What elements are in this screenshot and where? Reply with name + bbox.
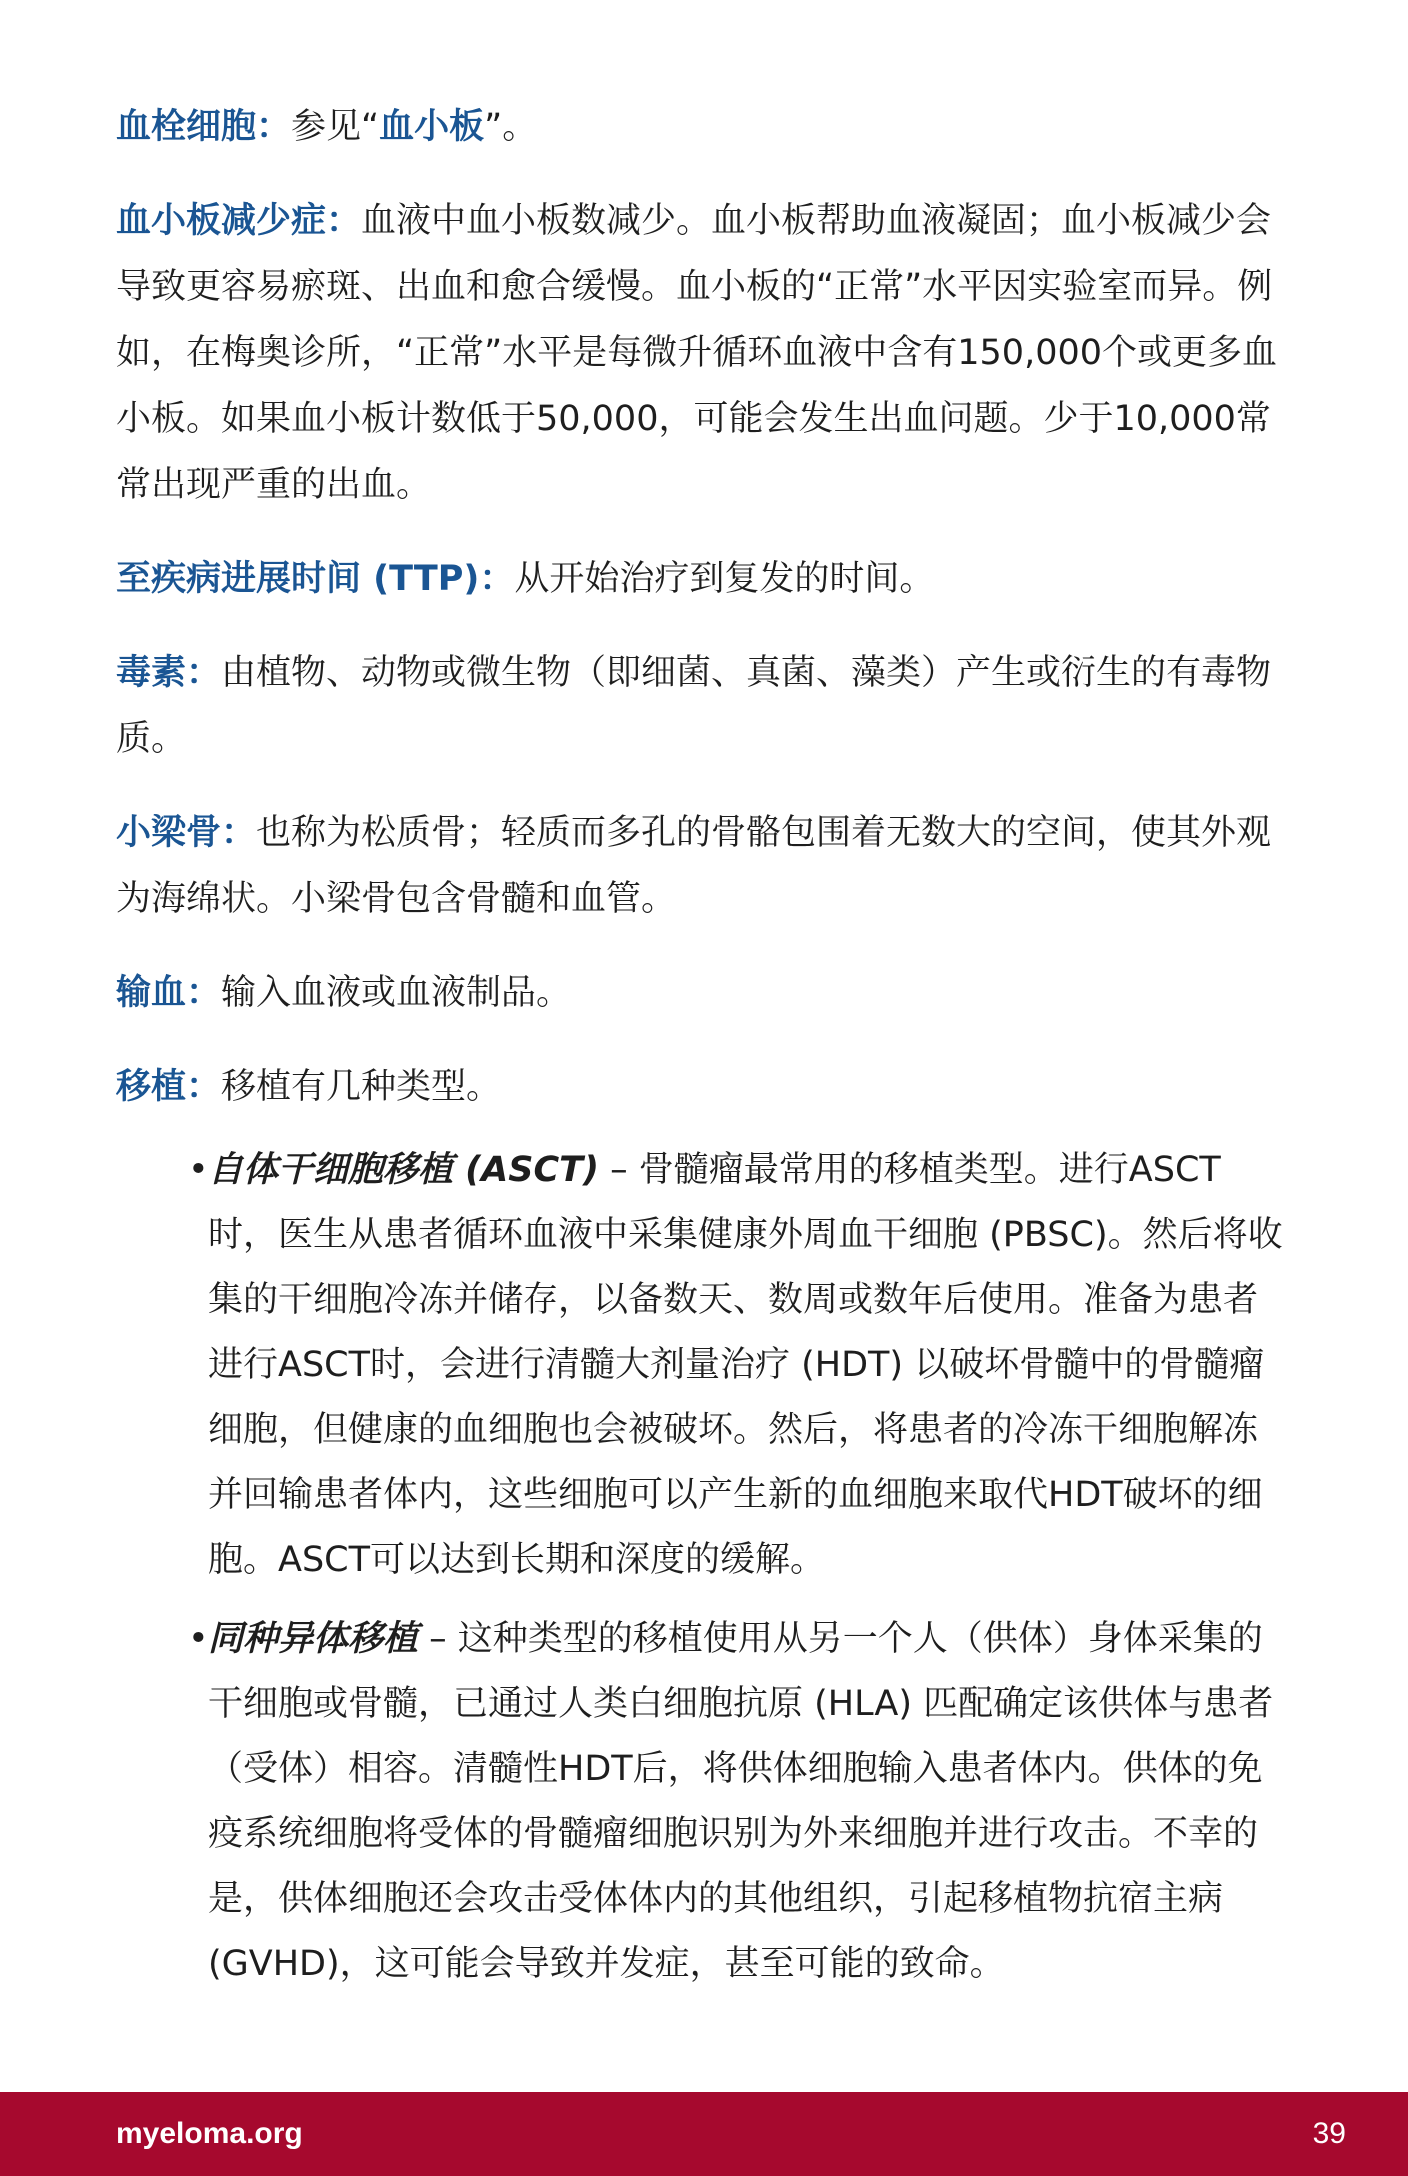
subtype-text: – 骨髓瘤最常用的移植类型。进行ASCT时，医生从患者循环血液中采集健康外周血干细胞 (PBSC)。然后将收集的干细胞冷冻并储存，以备数天、数周或数年后使用。准备为患者进行ASCT时，会进行清髓大剂量治疗 (HDT) 以破坏骨髓中的骨髓瘤细胞，但健康的血细胞也会被破坏。然后，将患者的冷冻干细胞解冻并回输患者体内，这些细胞可以产生新的血细胞来取代HDT破坏的细胞。ASCT可以达到长期和深度的缓解。	[208, 1150, 1283, 1580]
subtype-term: 同种异体移植	[208, 1619, 419, 1659]
definition-text: 从开始治疗到复发的时间。	[514, 559, 935, 599]
list-item-asct	[116, 1138, 1288, 1593]
bullet-icon: •	[188, 1150, 209, 1190]
subtype-term: 自体干细胞移植 (ASCT)	[208, 1150, 600, 1190]
list-item-allogeneic	[116, 1607, 1288, 1997]
definition-text: 移植有几种类型。	[221, 1067, 502, 1107]
definition-text: 输入血液或血液制品。	[221, 973, 572, 1013]
glossary-entry-ttp	[116, 546, 1288, 612]
definition-text: 也称为松质骨；轻质而多孔的骨骼包围着无数大的空间，使其外观为海绵状。小梁骨包含骨髓和血管。	[116, 813, 1272, 919]
definition-text: 由植物、动物或微生物（即细菌、真菌、藻类）产生或衍生的有毒物质。	[116, 653, 1272, 759]
page-footer	[0, 2092, 1408, 2176]
glossary-term: 至疾病进展时间 (TTP)：	[116, 559, 515, 599]
definition-text: 参见“	[291, 107, 380, 147]
glossary-term: 血小板减少症：	[116, 201, 362, 241]
cross-reference: 血小板	[379, 107, 485, 147]
glossary-entry-toxin	[116, 640, 1288, 772]
glossary-term: 输血：	[116, 973, 222, 1013]
glossary-entry-trabecular-bone	[116, 800, 1288, 932]
transplant-types-list	[116, 1138, 1288, 1997]
page-number: 39	[1312, 2117, 1346, 2150]
footer-site-url: myeloma.org	[116, 2117, 303, 2150]
bullet-icon: •	[188, 1619, 209, 1659]
glossary-entry-thrombocytopenia	[116, 188, 1288, 518]
glossary-term: 血栓细胞：	[116, 107, 292, 147]
glossary-entry-thrombocyte	[116, 94, 1288, 160]
glossary-term: 小梁骨：	[116, 813, 257, 853]
glossary-term: 毒素：	[116, 653, 222, 693]
subtype-text: – 这种类型的移植使用从另一个人（供体）身体采集的干细胞或骨髓，已通过人类白细胞抗原 (HLA) 匹配确定该供体与患者（受体）相容。清髓性HDT后，将供体细胞输入患者体内。供体的免疫系统细胞将受体的骨髓瘤细胞识别为外来细胞并进行攻击。不幸的是，供体细胞还会攻击受体体内的其他组织，引起移植物抗宿主病 (GVHD)，这可能会导致并发症，甚至可能的致命。	[208, 1619, 1274, 1984]
glossary-entry-transfusion	[116, 960, 1288, 1026]
glossary-content	[116, 94, 1288, 2011]
glossary-entry-transplant	[116, 1054, 1288, 1120]
definition-text: 血液中血小板数减少。血小板帮助血液凝固；血小板减少会导致更容易瘀斑、出血和愈合缓慢。血小板的“正常”水平因实验室而异。例如，在梅奥诊所，“正常”水平是每微升循环血液中含有150,000个或更多血小板。如果血小板计数低于50,000，可能会发生出血问题。少于10,000常常出现严重的出血。	[116, 201, 1278, 505]
glossary-term: 移植：	[116, 1067, 222, 1107]
definition-text: ”。	[484, 107, 538, 147]
